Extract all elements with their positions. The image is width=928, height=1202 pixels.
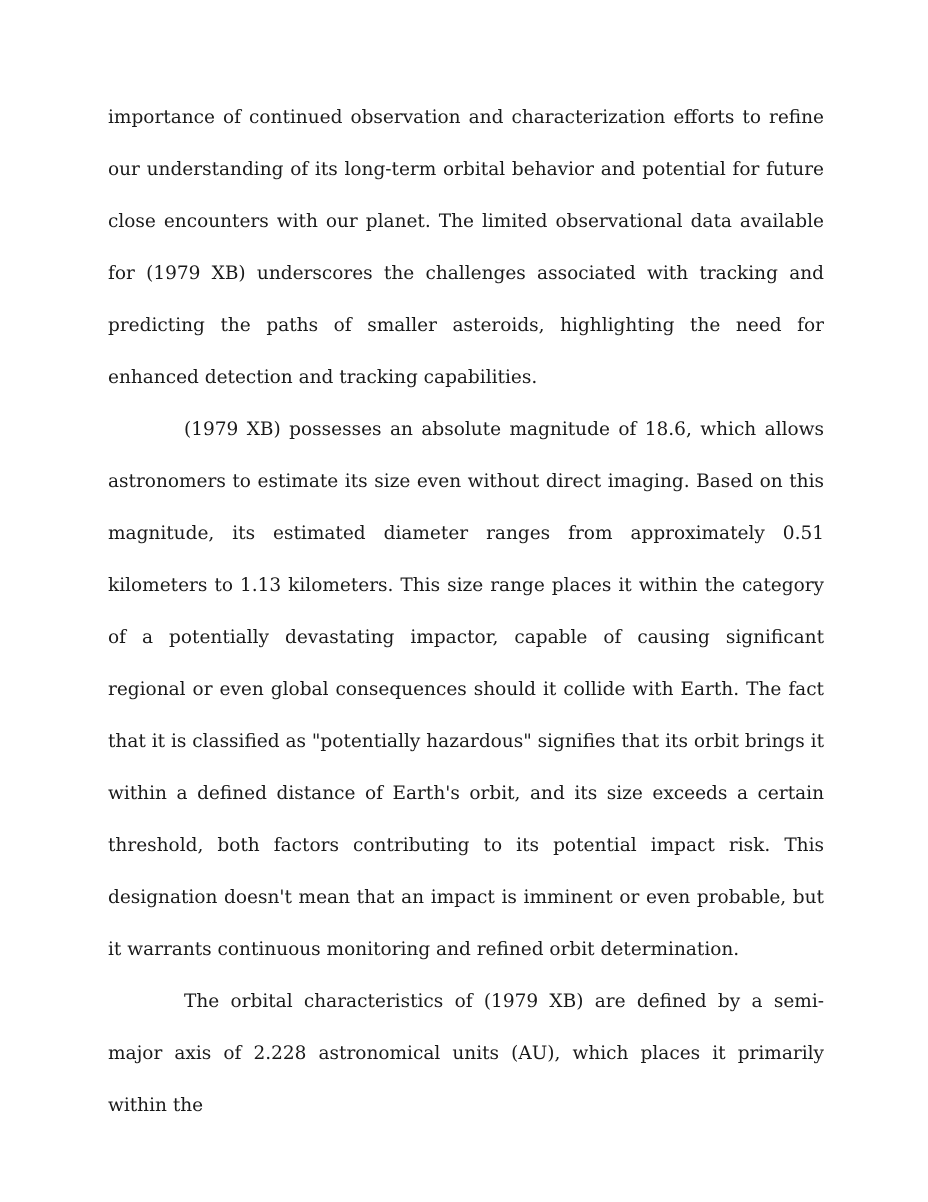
paragraph-continuation: importance of continued observation and characterization efforts to refine our understanding of its long-term orbital behavior and potential for future close encounters with our planet. The limited observational data available for (1979 XB) underscores the challenges associated with tracking and predicting the paths of smaller asteroids, highlighting the need for enhanced detection and tracking capabilities. <box>108 107 824 388</box>
paragraph-magnitude: (1979 XB) possesses an absolute magnitude of 18.6, which allows astronomers to estimate its size even without direct imaging. Based on this magnitude, its estimated diameter ranges from approximately 0.51 kilometers to 1.13 kilometers. This size range places it within the category of a potentially devastating impactor, capable of causing significant regional or even global consequences should it collide with Earth. The fact that it is classified as "potentially hazardous" signifies that its orbit brings it within a defined distance of Earth's orbit, and its size exceeds a certain threshold, both factors contributing to its potential impact risk. This designation doesn't mean that an impact is imminent or even probable, but it warrants continuous monitoring and refined orbit determination. <box>108 419 824 960</box>
paragraph-orbital-characteristics: The orbital characteristics of (1979 XB) are defined by a semi-major axis of 2.228 astronomical units (AU), which places it primarily within the <box>108 991 824 1116</box>
body-text <box>108 92 824 1132</box>
